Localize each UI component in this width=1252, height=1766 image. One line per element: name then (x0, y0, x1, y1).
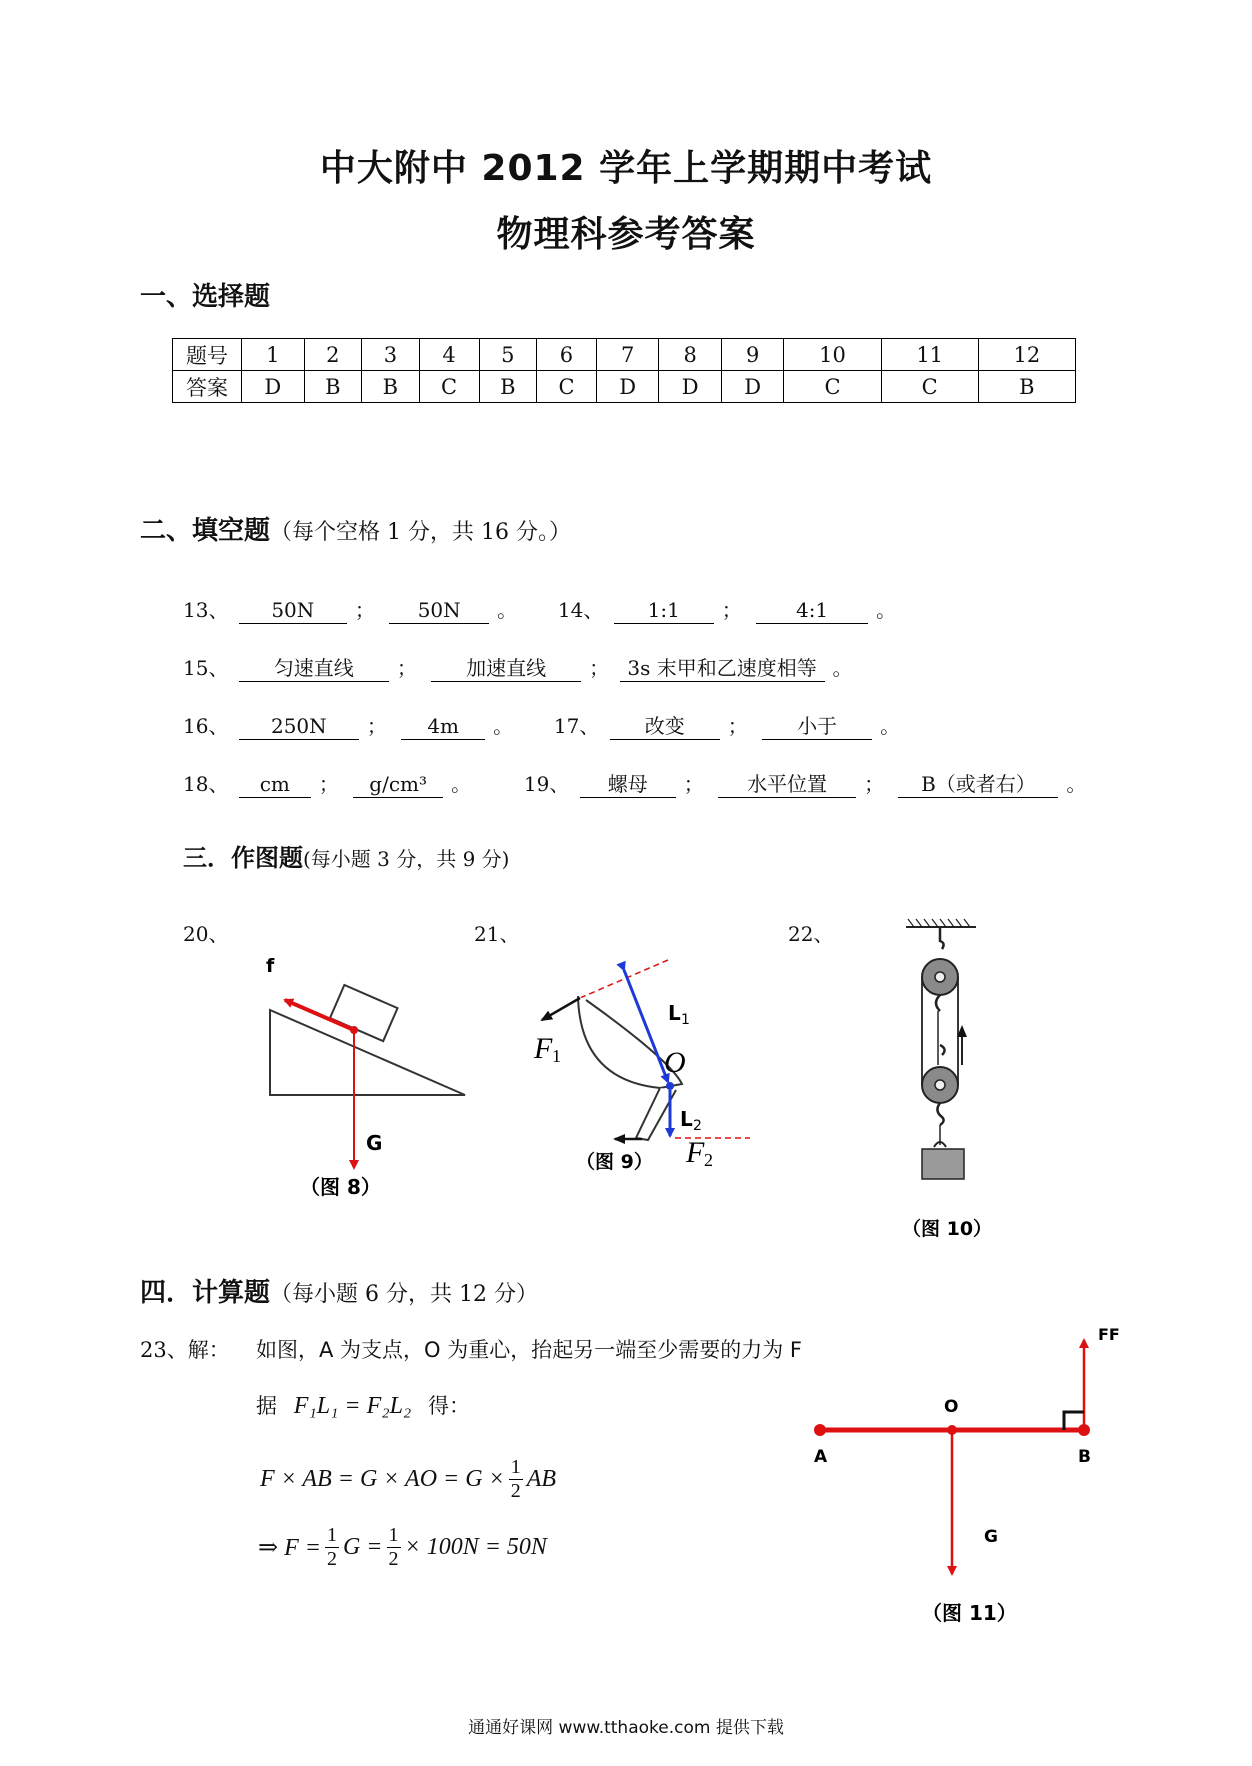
fraction-numerator: 1 (510, 1456, 521, 1478)
figure-8-caption: （图 8） (300, 1175, 381, 1199)
figure-10-pulley (890, 915, 1030, 1255)
fraction-denominator: 2 (326, 1548, 337, 1570)
l1-guide-line (580, 960, 668, 998)
question-23-text: 如图，A 为支点，O 为重心，抬起另一端至少需要的力为 F (256, 1338, 802, 1362)
question-23-label: 23、解： (140, 1338, 230, 1362)
answer-blank: B（或者右） (898, 771, 1058, 798)
table-cell: C (537, 371, 597, 403)
table-cell: D (721, 371, 784, 403)
table-cell: C (881, 371, 978, 403)
table-cell: 10 (784, 339, 881, 371)
answer-blank: 50N (389, 597, 489, 624)
l1-subscript: 1 (681, 1012, 690, 1028)
figure-9-caption: （图 9） (576, 1151, 653, 1173)
answer-blank: 水平位置 (718, 771, 856, 798)
answer-blank: 3s 末甲和乙速度相等 (620, 655, 825, 682)
section-heading-calc (140, 1272, 538, 1309)
separator: 。 (876, 598, 897, 622)
separator: ； (683, 772, 704, 796)
separator: ； (589, 656, 610, 680)
fraction-denominator: 2 (388, 1548, 399, 1570)
answer-line-16-17 (183, 710, 904, 740)
center-point (350, 1026, 358, 1034)
eq3-mid: G = (342, 1534, 383, 1560)
top-hook (940, 927, 944, 949)
section-heading-drawing-note: (每小题 3 分，共 9 分) (303, 847, 510, 871)
table-cell: D (596, 371, 659, 403)
table-cell: 11 (881, 339, 978, 371)
table-cell: 3 (362, 339, 420, 371)
eq2-right: AB (526, 1466, 557, 1492)
table-cell: B (362, 371, 420, 403)
answer-blank: 改变 (610, 713, 720, 740)
fraction-half (509, 1456, 523, 1503)
separator: ； (864, 772, 885, 796)
table-cell: D (242, 371, 305, 403)
ff-label: FF (1098, 1325, 1120, 1344)
f1-subscript: 1 (552, 1046, 561, 1066)
table-cell: B (304, 371, 362, 403)
answer-blank: 4m (401, 713, 485, 740)
question-number: 19、 (523, 772, 570, 796)
table-cell: 5 (479, 339, 537, 371)
question-number: 16、 (183, 714, 229, 738)
lever-principle: F₁L₁ = F₂L₂ (293, 1393, 412, 1419)
separator: 。 (1066, 772, 1087, 796)
figure-11-lever (800, 1320, 1130, 1640)
document-title: 中大附中 2012 学年上学期期中考试 (319, 148, 933, 189)
section-heading-choice: 一、选择题 (140, 282, 271, 312)
table-cell: D (659, 371, 722, 403)
table-row-numbers (173, 339, 1076, 371)
o-label: O (944, 1397, 959, 1417)
eq3-right: × 100N = 50N (404, 1534, 547, 1560)
section-heading-drawing-title: 三．作图题 (183, 844, 303, 872)
table-cell: C (784, 371, 881, 403)
table-header-answer: 答案 (173, 371, 242, 403)
figure-11-caption: （图 11） (922, 1601, 1017, 1625)
point-a (814, 1424, 826, 1436)
fraction-numerator: 1 (326, 1524, 337, 1546)
fraction-numerator: 1 (388, 1524, 399, 1546)
answer-line-18-19 (183, 768, 1090, 798)
fraction-denominator: 2 (510, 1480, 521, 1502)
l1-label: L (668, 1001, 681, 1025)
section-heading-drawing (183, 838, 509, 873)
answer-line-15 (183, 652, 857, 682)
l2-subscript: 2 (693, 1118, 702, 1134)
separator: 。 (832, 656, 853, 680)
table-cell: 12 (978, 339, 1075, 371)
equation-principle (256, 1390, 470, 1420)
separator: ； (354, 598, 375, 622)
separator: ； (396, 656, 417, 680)
figure-8-incline (230, 950, 480, 1210)
section-heading-calc-note: （每小题 6 分，共 12 分） (270, 1282, 538, 1307)
f2-subscript: 2 (704, 1150, 713, 1170)
answer-table (172, 338, 1076, 403)
f2-label: F (686, 1136, 705, 1169)
separator: 。 (880, 714, 901, 738)
answer-blank: 加速直线 (431, 655, 581, 682)
ju-text: 据 (256, 1394, 277, 1418)
table-cell: 9 (721, 339, 784, 371)
separator: ； (318, 772, 339, 796)
table-cell: B (479, 371, 537, 403)
question-number: 17、 (553, 714, 600, 738)
eq3-left: ⇒ F = (258, 1535, 321, 1561)
g-label: G (366, 1131, 383, 1155)
table-cell: 7 (596, 339, 659, 371)
ceiling-hatch (908, 919, 970, 927)
pivot-point (666, 1082, 674, 1090)
f-label: f (266, 955, 275, 977)
block-shape (330, 985, 398, 1041)
section-heading-fill (140, 510, 571, 547)
table-cell: 4 (419, 339, 479, 371)
answer-blank: g/cm³ (353, 771, 443, 798)
b-label: B (1078, 1447, 1091, 1467)
table-cell: 6 (537, 339, 597, 371)
table-header-number: 题号 (173, 339, 242, 371)
answer-blank: cm (239, 771, 311, 798)
question-number: 18、 (183, 772, 229, 796)
answer-blank: 50N (239, 597, 347, 624)
answer-blank: 250N (239, 713, 359, 740)
a-label: A (814, 1447, 828, 1467)
figure-9-lever (520, 950, 780, 1180)
table-cell: C (419, 371, 479, 403)
fraction-half (387, 1524, 401, 1571)
question-number-20: 20、 (183, 922, 229, 946)
question-number-21: 21、 (474, 922, 520, 946)
eq2-left: F × AB = G × AO = G × (260, 1466, 505, 1492)
answer-blank: 小于 (762, 713, 872, 740)
question-number: 15、 (183, 656, 229, 680)
separator: ； (727, 714, 748, 738)
question-number-22: 22、 (788, 922, 834, 946)
answer-blank: 1:1 (614, 597, 714, 624)
figure-10-caption: （图 10） (902, 1218, 993, 1240)
answer-blank: 螺母 (580, 771, 676, 798)
section-heading-fill-title: 二、填空题 (140, 516, 271, 546)
table-cell: 8 (659, 339, 722, 371)
document-subtitle: 物理科参考答案 (496, 214, 756, 255)
answer-blank: 4:1 (756, 597, 868, 624)
bottom-hook (937, 1103, 943, 1125)
f1-label: F (534, 1032, 553, 1065)
table-cell: 1 (242, 339, 305, 371)
answer-blank: 匀速直线 (239, 655, 389, 682)
section-heading-fill-note: （每个空格 1 分，共 16 分。） (270, 520, 571, 545)
answer-line-13-14 (183, 594, 900, 624)
equation-step-1 (260, 1456, 556, 1503)
weight-block (922, 1149, 964, 1179)
de-text: 得： (427, 1394, 470, 1418)
o-label: O (664, 1046, 686, 1079)
separator: 。 (451, 772, 472, 796)
question-number: 13、 (183, 598, 229, 622)
separator: 。 (497, 598, 518, 622)
l2-label: L (680, 1107, 693, 1131)
g-label: G (984, 1527, 998, 1547)
table-cell: 2 (304, 339, 362, 371)
footer-text: 通通好课网 www.tthaoke.com 提供下载 (468, 1718, 784, 1738)
separator: 。 (493, 714, 514, 738)
f1-arrow (542, 998, 580, 1020)
table-cell: B (978, 371, 1075, 403)
question-number: 14、 (557, 598, 604, 622)
equation-step-2 (258, 1524, 547, 1571)
fraction-half (325, 1524, 339, 1571)
section-heading-calc-title: 四．计算题 (140, 1278, 271, 1308)
separator: ； (366, 714, 387, 738)
separator: ； (721, 598, 742, 622)
table-row-answers (173, 371, 1076, 403)
